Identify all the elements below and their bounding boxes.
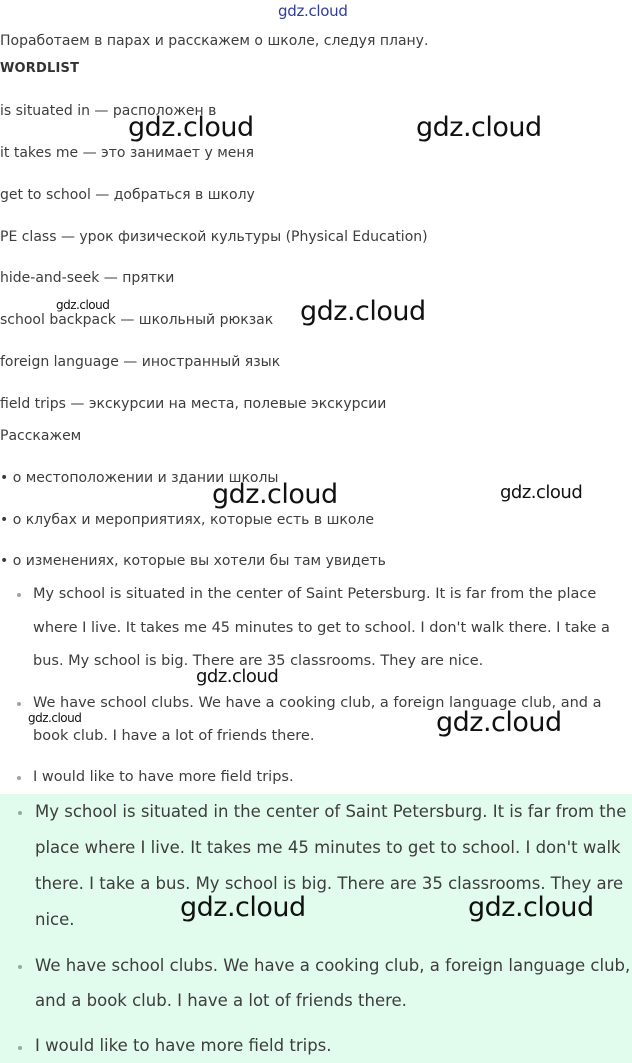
plan-item: • о клубах и мероприятиях, которые есть в школе — [0, 512, 374, 528]
watermark: gdz.cloud — [196, 666, 279, 687]
bullet-dot — [17, 702, 21, 706]
bullet-dot — [17, 593, 21, 597]
bullet-dot — [18, 811, 22, 815]
answer-line: I would like to have more field trips. — [33, 769, 294, 785]
wordlist-item: PE class — урок физической культуры (Physical Education) — [0, 229, 428, 245]
wordlist-item: foreign language — иностранный язык — [0, 354, 281, 370]
watermark: gdz.cloud — [212, 479, 338, 510]
watermark: gdz.cloud — [468, 892, 594, 923]
answer-line: bus. My school is big. There are 35 classrooms. They are nice. — [33, 653, 484, 669]
wordlist-item: school backpack — школьный рюкзак — [0, 312, 274, 328]
answer-line: book club. I have a lot of friends there. — [33, 728, 315, 744]
site-logo[interactable]: gdz.cloud — [278, 2, 348, 20]
bullet-dot — [18, 1046, 22, 1050]
answer-line: where I live. It takes me 45 minutes to get to school. I don't walk there. I take a — [33, 620, 610, 636]
wordlist-item: hide-and-seek — прятки — [0, 270, 175, 286]
intro-text: Поработаем в парах и расскажем о школе, следуя плану. — [0, 33, 429, 49]
watermark: gdz.cloud — [128, 112, 254, 143]
plan-item: • о изменениях, которые вы хотели бы там увидеть — [0, 553, 386, 569]
plan-title: Расскажем — [0, 428, 82, 444]
wordlist-item: get to school — добраться в школу — [0, 187, 255, 203]
watermark: gdz.cloud — [436, 707, 562, 738]
wordlist-item: field trips — экскурсии на места, полевые экскурсии — [0, 396, 387, 412]
bullet-dot — [17, 776, 21, 780]
answer-line: I would like to have more field trips. — [35, 1036, 332, 1055]
answer-panel — [0, 794, 632, 1063]
watermark: gdz.cloud — [500, 482, 583, 503]
bullet-dot — [18, 965, 22, 969]
answer-line: We have school clubs. We have a cooking club, a foreign language club, — [35, 956, 631, 975]
plan-item: • о местоположении и здании школы — [0, 470, 279, 486]
wordlist-item: it takes me — это занимает у меня — [0, 145, 254, 161]
answer-line: My school is situated in the center of Saint Petersburg. It is far from the place — [33, 586, 597, 602]
answer-line: nice. — [35, 910, 75, 929]
wordlist-item: is situated in — расположен в — [0, 103, 217, 119]
watermark: gdz.cloud — [56, 298, 110, 312]
watermark: gdz.cloud — [28, 711, 82, 725]
answer-line: and a book club. I have a lot of friends there. — [35, 991, 407, 1010]
wordlist-title: WORDLIST — [0, 61, 80, 76]
watermark: gdz.cloud — [416, 112, 542, 143]
answer-line: My school is situated in the center of Saint Petersburg. It is far from the — [35, 802, 627, 821]
answer-line: place where I live. It takes me 45 minutes to get to school. I don't walk — [35, 838, 621, 857]
answer-line: We have school clubs. We have a cooking club, a foreign language club, and a — [33, 695, 602, 711]
watermark: gdz.cloud — [180, 892, 306, 923]
watermark: gdz.cloud — [300, 296, 426, 327]
answer-line: there. I take a bus. My school is big. There are 35 classrooms. They are — [35, 874, 624, 893]
